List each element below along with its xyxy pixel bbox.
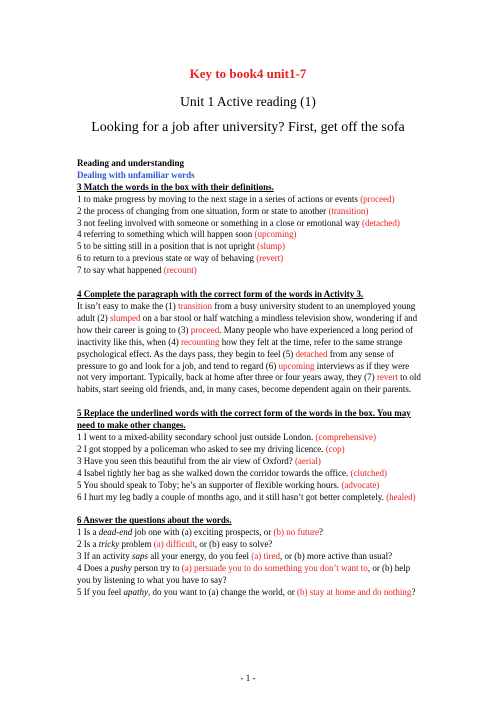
answer: (upcoming)	[254, 229, 297, 240]
page-number: - 1 -	[240, 673, 256, 683]
ex4-title: 4 Complete the paragraph with the correct form of the words in Activity 3.	[77, 289, 364, 300]
ex5-item: 6 I hurt my leg badly a couple of months ago, and it still hasn’t got better completely. (healed)	[77, 491, 416, 502]
article-title: Looking for a job after university? First, get off the sofa	[91, 120, 405, 135]
ex5-item: 1 I went to a mixed-ability secondary school just outside London. (comprehensive)	[77, 432, 376, 443]
answer: (healed)	[386, 491, 416, 502]
ex5-item: 2 I got stopped by a policeman who asked to see my driving licence. (cop)	[77, 443, 345, 454]
answer: (slump)	[257, 241, 285, 252]
answer: (clutched)	[350, 467, 387, 478]
ex3-title: 3 Match the words in the box with their definitions.	[77, 181, 274, 192]
answer: slumped	[110, 312, 141, 323]
answer: (cop)	[325, 443, 345, 454]
answer: (proceed)	[360, 193, 395, 204]
answer: (comprehensive)	[315, 432, 376, 443]
answer: upcoming	[278, 360, 315, 371]
section-subheading: Dealing with unfamiliar words	[77, 169, 195, 180]
answer: (aerial)	[294, 455, 321, 466]
answer: transition	[178, 300, 213, 311]
answer: (revert)	[256, 253, 284, 264]
ex6-item: 4 Does a pushy person try to (a) persuade you to do something you don’t want to, or (b) help you by listening to what you have to say?	[77, 563, 411, 585]
ex5-item: 4 Isabel tightly her bag as she walked down the corridor towards the office. (clutched)	[77, 467, 387, 478]
answer: revert	[376, 372, 398, 383]
ex5-item: 5 You should speak to Toby; he’s an supporter of flexible working hours. (advocate)	[77, 479, 380, 490]
answer: (a) difficult	[153, 539, 195, 550]
answer: (recount)	[163, 265, 197, 276]
answer: (a) tired	[251, 551, 280, 562]
ex5-item: 3 Have you seen this beautiful from the air view of Oxford? (aerial)	[77, 455, 321, 466]
ex4-paragraph: It isn’t easy to make the (1) transition from a busy university student to an unemployed young adult (2) slumped on a bar stool or half watching a mindless television show, wondering if and how their career is going to (3) proceed. Many people who have experienced a long period of inactivity like this, when (4) recounting how they felt at the time, refer to the same strange psychological effect. As the days pass, they begin to feel (5) detached from any sense of pressure to go and look for a job, and tend to regard (6) upcoming interviews as if they were not very important. Typically, back at home after three or four years away, they (7) revert to old habits, start seeing old friends, and, in many cases, become dependent again on their parents.	[77, 300, 421, 395]
answer: (b) no future	[273, 527, 319, 538]
key-title: Key to book4 unit1-7	[189, 66, 307, 81]
ex3-item: 6 to return to a previous state or way of behaving (revert)	[77, 253, 284, 264]
ex3-item: 2 the process of changing from one situation, form or state to another (transition)	[77, 205, 369, 216]
ex6-item: 2 Is a tricky problem (a) difficult, or (b) easy to solve?	[77, 539, 273, 550]
ex3-item: 3 not feeling involved with someone or something in a close or emotional way (detached)	[77, 217, 400, 228]
answer: detached	[295, 348, 328, 359]
ex6-item: 3 If an activity saps all your energy, do you feel (a) tired, or (b) more active than usual?	[77, 551, 393, 562]
answer: recounting	[180, 336, 220, 347]
ex6-item: 1 Is a dead-end job one with (a) exciting prospects, or (b) no future?	[77, 527, 323, 538]
answer: (detached)	[361, 217, 400, 228]
ex3-item: 4 referring to something which will happen soon (upcoming)	[77, 229, 297, 240]
ex3-item: 1 to make progress by moving to the next stage in a series of actions or events (proceed)	[77, 193, 395, 204]
ex3-item: 5 to be sitting still in a position that is not upright (slump)	[77, 241, 285, 252]
section-heading: Reading and understanding	[77, 158, 185, 168]
ex5-title: 5 Replace the underlined words with the correct form of the words in the box. You may need to make other changes.	[77, 408, 411, 431]
ex6-item: 5 If you feel apathy, do you want to (a) change the world, or (b) stay at home and do nothing?	[77, 586, 416, 597]
answer: (a) persuade you to do something you don’t want to	[181, 563, 368, 574]
ex6-title: 6 Answer the questions about the words.	[77, 515, 232, 526]
unit-title: Unit 1 Active reading (1)	[180, 94, 316, 109]
answer: (advocate)	[341, 479, 380, 490]
document-body	[77, 158, 422, 599]
answer: (transition)	[328, 205, 369, 216]
ex3-item: 7 to say what happened (recount)	[77, 265, 197, 276]
answer: proceed	[190, 324, 220, 335]
answer: (b) stay at home and do nothing	[296, 586, 412, 597]
